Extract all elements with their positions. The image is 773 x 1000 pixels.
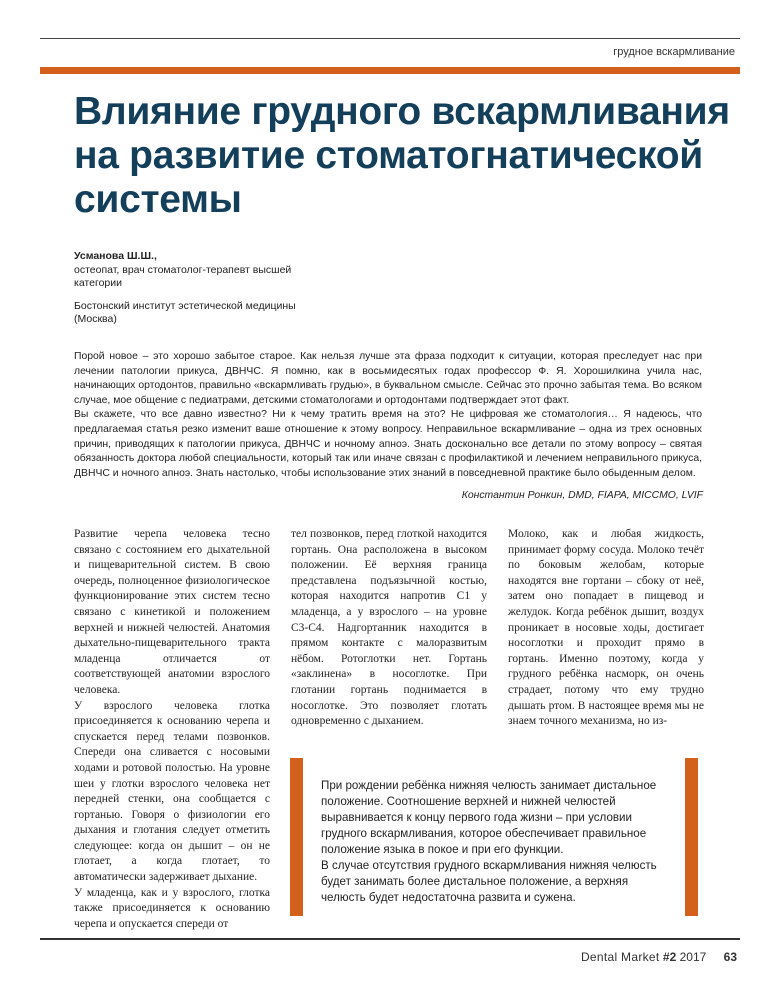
pull-quote-paragraph: В случае отсутствия грудного вскармливания нижняя челюсть будет занимать более дистальное положение, а верхняя челюсть будет недостаточна развита и сужена. [321, 859, 657, 904]
publication-name: Dental Market [580, 950, 660, 964]
accent-bar [40, 67, 740, 74]
body-paragraph: Молоко, как и любая жидкость, принимает форму сосуда. Молоко течёт по боковым желобам, которые находятся вне гортани – сбоку от неё, затем оно попадает в пищевод и желудок. Когда ребёнок дышит, воздух проникает в носовые ходы, достигает носоглотки и проходит прямо в гортань. Именно поэтому, когда у грудного ребёнка насморк, он очень страдает, потому что ему трудно дышать ртом. В настоящее время мы не знаем точного механизма, но из- [508, 528, 704, 728]
pull-quote-text [321, 778, 667, 906]
bottom-rule [40, 938, 740, 940]
author-block [74, 250, 334, 327]
body-paragraph: тел позвонков, перед глоткой находится гортань. Она расположена в высоком положении. Её верхняя граница представлена подъязычной костью, которая находится напротив С1 у младенца, а у взрослого – на уровне С3-С4. Надгортанник находится в прямом контакте с малоразвитым нёбом. Ротоглотки нет. Гортань «заклинена» в носоглотке. При глотании гортань поднимается в носоглотке. Это позволяет глотать одновременно с дыханием. [291, 528, 487, 728]
pull-quote [290, 758, 698, 916]
pull-quote-paragraph: При рождении ребёнка нижняя челюсть занимает дистальное положение. Соотношение верхней и нижней челюстей выравнивается к концу первого года жизни – при условии грудного вскармливания, которое обеспечивает правильное положение языка в покое и при его функции. [321, 779, 657, 856]
body-column-3 [508, 527, 704, 730]
author-role: остеопат, врач стоматолог-терапевт высшей категории [74, 263, 292, 289]
body-paragraph: Развитие черепа человека тесно связано с состоянием его дыхательной и пищеварительной систем. В свою очередь, полноценное физиологическое функционирование этих систем тесно связано с кинетикой и положением верхней и нижней челюстей. Анатомия дыхательно-пищеварительного тракта младенца отличается от соответствующей анатомии взрослого человека. [74, 528, 270, 696]
issue-number: #2 [662, 950, 677, 964]
body-paragraph: У младенца, как и у взрослого, глотка также присоединяется к основанию черепа и опускается спереди от [74, 886, 270, 930]
author-name: Усманова Ш.Ш., [74, 250, 157, 262]
top-rule [40, 38, 740, 39]
lead-paragraph: Вы скажете, что все давно известно? Ни к чему тратить время на это? Не цифровая же стоматология… Я надеюсь, что предлагаемая статья резко изменит ваше отношение к этому вопросу. Неправильное вскармливание – одна из трех основных причин, приводящих к патологии прикуса, ДВНЧС и ночному апноэ. Знать досконально все детали по этому вопросу – святая обязанность доктора любой специальности, который так или иначе связан с профилактикой и лечением неправильного прикуса, ДВНЧС и ночного апноэ. Знать настолько, чтобы использование этих знаний в повседневной практике было обыденным делом. [74, 409, 702, 479]
article-title: Влияние грудного вскармливания на развитие стоматогнатической системы [74, 90, 730, 221]
author-institution: Бостонский институт эстетической медицины (Москва) [74, 299, 296, 325]
lead-paragraph: Порой новое – это хорошо забытое старое. Как нельзя лучше эта фраза подходит к ситуации, которая преследует нас при лечении патологии прикуса, ДВНЧС. Я помню, как в восьмидесятых годах профессор Ф. Я. Хорошилкина учила нас, начинающих ортодонтов, правильно «вскармливать грудью», в буквальном смысле. Сейчас это прочно забытая тема. Во всяком случае, мое общение с педиатрами, детскими стоматологами и ортодонтами подтверждает этот факт. [74, 351, 702, 406]
body-paragraph: У взрослого человека глотка присоединяется к основанию черепа и спускается перед телами позвонков. Спереди она сливается с носовыми ходами и ротовой полостью. На уровне шеи у глотки взрослого человека нет передней стенки, она сообщается с гортанью. Говоря о физиологии его дыхания и глотания следует отметить следующее: когда он дышит – он не глотает, а когда глотает, то автоматически задерживает дыхание. [74, 699, 270, 884]
footer [581, 950, 737, 964]
lead-intro [74, 350, 702, 481]
page-number: 63 [723, 950, 737, 964]
section-label: грудное вскармливание [613, 46, 735, 58]
body-column-2 [291, 527, 487, 730]
issue-year: 2017 [679, 950, 707, 964]
lead-signature: Константин Ронкин, DMD, FIAPA, MICCMO, LVIF [461, 490, 703, 501]
body-column-1 [74, 527, 270, 932]
